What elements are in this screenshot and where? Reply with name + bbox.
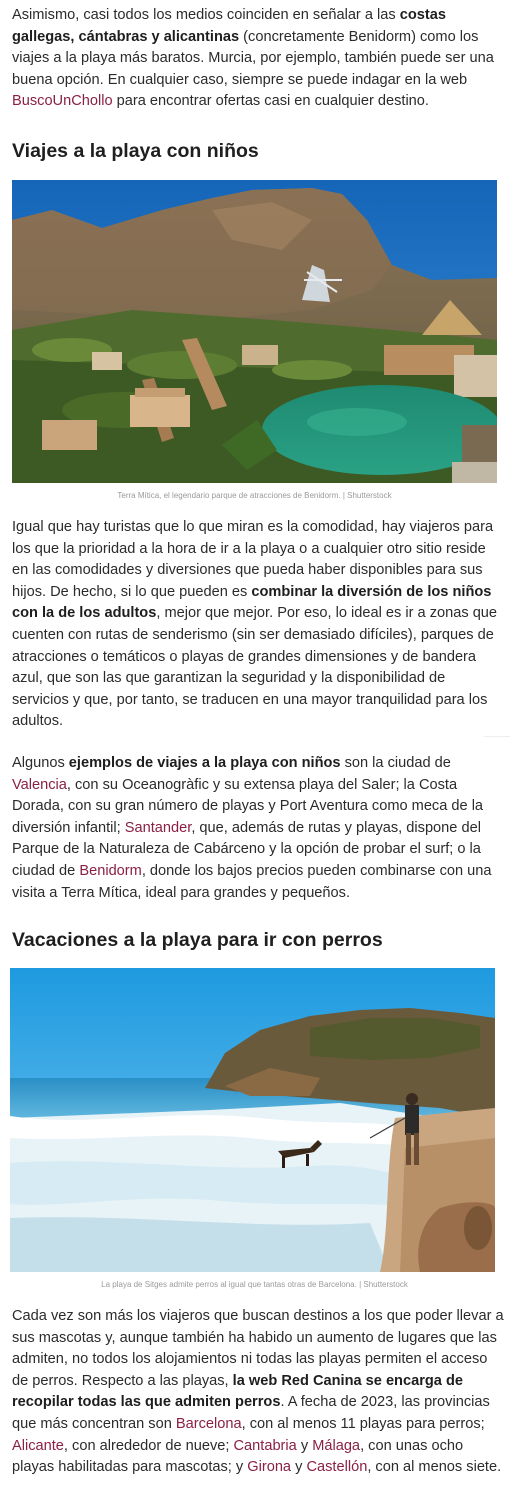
sitges-beach-photo	[10, 968, 495, 1272]
bold-text: ejemplos de viajes a la playa con niños	[68, 755, 341, 771]
text: son la ciudad de	[340, 755, 451, 771]
text: , con al menos 11 playas para perros;	[241, 1415, 485, 1432]
text: y	[296, 1437, 313, 1454]
image-caption: La playa de Sitges admite perros al igual que tantas otras de Barcelona. | Shutterstock	[101, 1280, 408, 1289]
text: para encontrar ofertas casi en cualquier destino.	[112, 93, 429, 110]
link-malaga[interactable]: Málaga	[312, 1437, 361, 1454]
bold-text: la web Red Canina se encarga de recopilar todas las que admiten perros	[12, 1372, 463, 1411]
text: , que, además de rutas y playas, dispone del Parque de la Naturaleza de Cabárceno y la opción de probar el surf; o la ciudad de	[12, 819, 481, 879]
section-heading-ninos: Viajes a la playa con niños	[12, 140, 259, 162]
text: , con alrededor de nueve;	[63, 1437, 234, 1454]
paragraph-ninos-1	[12, 517, 504, 733]
divider	[484, 736, 510, 737]
text: Cada vez son más los viajeros que buscan destinos a los que poder llevar a sus mascotas y, aunque también ha habido un aumento de lugares que las admiten, no todos los alojamientos ni todas las playas permiten el acceso de perros. Respecto a las playas,	[12, 1308, 504, 1389]
image-caption: Terra Mítica, el legendario parque de atracciones de Benidorm. | Shutterstock	[117, 491, 392, 500]
link-girona[interactable]: Girona	[247, 1459, 292, 1476]
link-valencia[interactable]: Valencia	[12, 776, 67, 793]
text: , mejor que mejor. Por eso, lo ideal es ir a zonas que cuenten con rutas de senderismo (sin ser demasiado difíciles), parques de atracciones o temáticos o playas de grandes dimensiones y de bandera azul, que son las que garantizan la seguridad y la disponibilidad de servicios y que, por tanto, se traducen en una mayor tranquilidad para los adultos.	[12, 605, 498, 730]
link-buscounchollo[interactable]: BuscoUnChollo	[12, 93, 113, 110]
text: Algunos	[12, 755, 69, 771]
paragraph-perros-1	[12, 1306, 504, 1479]
text: , con unas ocho playas habilitadas para mascotas; y	[12, 1437, 464, 1476]
text: . A fecha de 2023, las provincias que más concentran son	[12, 1394, 490, 1432]
paragraph-ninos-2	[12, 753, 504, 904]
text: , con su Oceanogràfic y su extensa playa del Saler; la Costa Dorada, con su gran número de playas y Port Aventura como meca de la diversión infantil;	[12, 776, 484, 836]
link-barcelona[interactable]: Barcelona	[175, 1415, 242, 1432]
bold-text: costas gallegas, cántabras y alicantinas	[12, 7, 446, 45]
terra-mitica-photo	[12, 180, 497, 483]
text: (concretamente Benidorm) como los viajes a la playa más baratos. Murcia, por ejemplo, también puede ser una buena opción. En cualquier caso, siempre se puede indagar en la web	[12, 28, 494, 88]
text: y	[291, 1459, 307, 1476]
text: Igual que hay turistas que lo que miran es la comodidad, hay viajeros para los que la prioridad a la hora de ir a la playa o a cualquier otro sitio reside en las comodidades y diversiones que pueda haber disponibles para sus hijos. De hecho, si lo que pueden es	[12, 519, 494, 600]
text: Asimismo, casi todos los medios coinciden en señalar a las	[12, 7, 400, 23]
bold-text: combinar la diversión de los niños con la de los adultos	[12, 583, 492, 622]
link-alicante[interactable]: Alicante	[12, 1437, 64, 1454]
link-cantabria[interactable]: Cantabria	[233, 1437, 297, 1454]
link-castellon[interactable]: Castellón	[306, 1459, 368, 1476]
text: , donde los bajos precios pueden combinarse con una visita a Terra Mítica, ideal para grandes y pequeños.	[12, 862, 492, 901]
section-heading-perros: Vacaciones a la playa para ir con perros	[12, 929, 383, 951]
link-santander[interactable]: Santander	[124, 819, 192, 836]
link-benidorm[interactable]: Benidorm	[79, 862, 142, 879]
text: , con al menos siete.	[367, 1459, 502, 1476]
intro-paragraph	[12, 5, 504, 113]
